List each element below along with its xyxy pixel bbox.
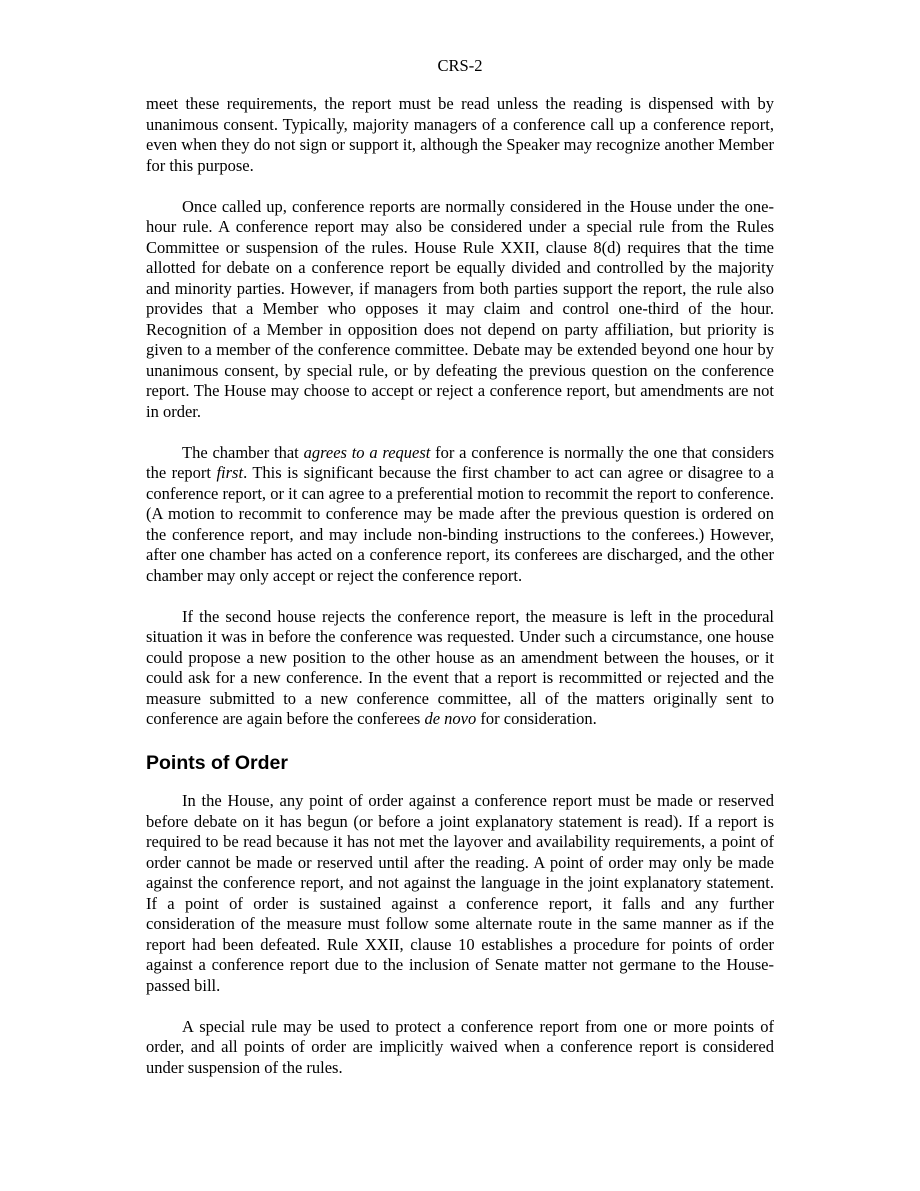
paragraph-points-of-order: In the House, any point of order against a conference report must be made or reserved before debate on it has begun (or before a joint explanatory statement is read). If a report is required to be read because it has not met the layover and availability requirements, a point of order cannot be made or reserved until after the reading. A point of order may only be made against the conference report, and not against the language in the joint explanatory statement. If a point of order is sustained against a conference report, it falls and any further consideration of the measure must follow some alternate route in the same manner as if the report had been defeated. Rule XXII, clause 10 establishes a procedure for points of order against a conference report due to the inclusion of Senate matter not germane to the House-passed bill. (146, 791, 774, 995)
emphasis-agrees-to-request: agrees to a request (303, 442, 431, 462)
text-run: . This is significant because the first chamber to act can agree or disagree to a conference report, or it can agree to a preferential motion to recommit the report to conference. (A motion to recommit to conference may be made after the previous question is ordered on the conference report, and may include non-binding instructions to the conferees.) However, after one chamber has acted on a conference report, its conferees are discharged, and the other chamber may only accept or reject the conference report. (146, 463, 774, 585)
text-run: The chamber that (182, 442, 304, 462)
text-run: If the second house rejects the conference report, the measure is left in the procedural situation it was in before the conference was requested. Under such a circumstance, one house could propose a new position to the other house as an amendment between the houses, or it could ask for a new conference. In the event that a report is recommitted or rejected and the measure submitted to a new conference committee, all of the matters originally sent to conference are again before the conferees (146, 606, 774, 728)
paragraph-continuation: meet these requirements, the report must be read unless the reading is dispensed with by unanimous consent. Typically, majority managers of a conference call up a conference report, even when they do not sign or support it, although the Speaker may recognize another Member for this purpose. (146, 94, 774, 175)
emphasis-de-novo: de novo (424, 709, 477, 728)
text-run: for a conference is normally the one that considers the report (146, 442, 774, 482)
paragraph-one-hour-rule: Once called up, conference reports are normally considered in the House under the one-hour rule. A conference report may also be considered under a special rule from the Rules Committee or suspension of the rules. House Rule XXII, clause 8(d) requires that the time allotted for debate on a conference report be equally divided and controlled by the majority and minority parties. However, if managers from both parties support the report, the rule also provides that a Member who opposes it may claim and control one-third of the hour. Recognition of a Member in opposition does not depend on party affiliation, but priority is given to a member of the conference committee. Debate may be extended beyond one hour by unanimous consent, by special rule, or by defeating the previous question on the conference report. The House may choose to accept or reject a conference report, but amendments are not in order. (146, 196, 774, 421)
paragraph-special-rule: A special rule may be used to protect a conference report from one or more points of order, and all points of order are implicitly waived when a conference report is considered under suspension of the rules. (146, 1016, 774, 1077)
paragraph-second-house-rejects (146, 607, 774, 730)
paragraph-first-chamber (146, 443, 774, 587)
document-body (146, 94, 774, 1099)
section-heading-points-of-order: Points of Order (146, 752, 288, 774)
page-header: CRS-2 (437, 56, 483, 75)
text-run: for consideration. (476, 709, 597, 728)
emphasis-first: first (216, 463, 244, 482)
